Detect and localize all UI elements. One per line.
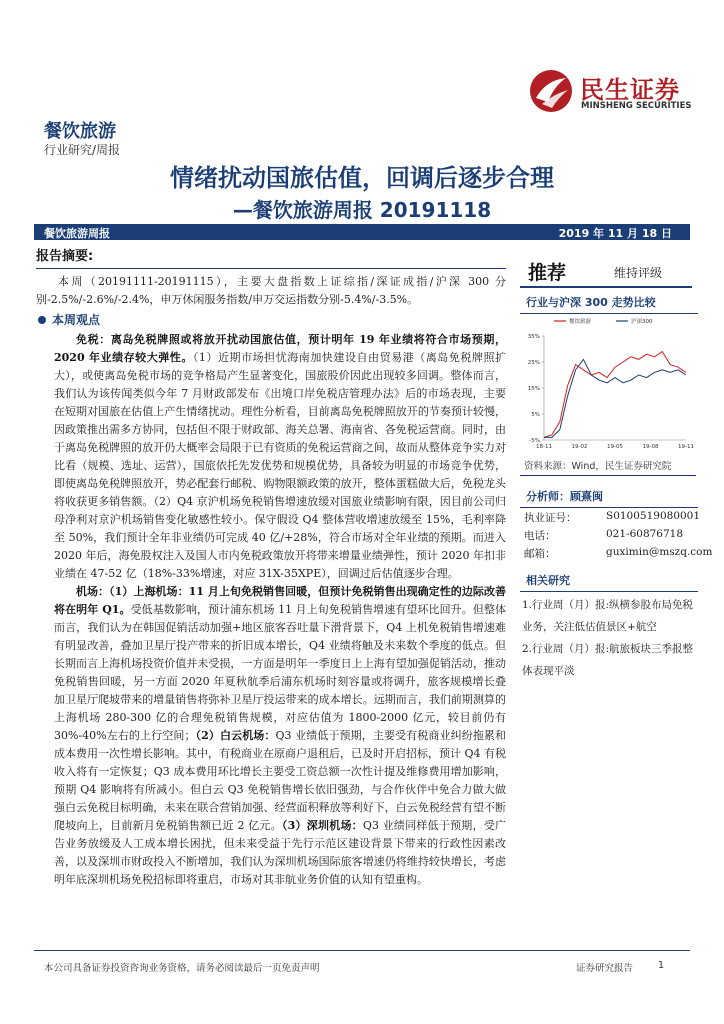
footer-divider — [34, 950, 690, 951]
x-tick-label: 19-05 — [607, 444, 623, 450]
analyst-email-value[interactable]: guximin@mszq.com — [606, 546, 713, 558]
weekly-view-label: 本周观点 — [52, 313, 101, 327]
airport-paragraph — [36, 583, 506, 889]
footer-report-type: 证券研究报告 — [576, 963, 634, 974]
report-category: 餐饮旅游 — [44, 121, 116, 142]
airport-text-1: 受低基数影响，预计浦东机场 11 月上旬免税销售增速有望环比回升。但整体而言，我们认为在韩国促销活动加强+地区旅客吞吐量下滑背景下，Q4 上机免税销售增速难有明显改善，叠加卫星厅投产带来的折旧成本增长，Q4 业绩将触及未来数个季度的低点。但长期而言上海机场投资价值并未受损，一方面是明年一季度日上上海有望加强促销活动，推动免税销售回暖，另一方面 2020 年夏秋航季后浦东机场时刻容量或将调升，旅客规模增长叠加卫星厅爬坡带来的增量销售将弥补卫星厅投运带来的成本增长。远期而言，我们前期测算的上海机场 280-300 亿的合理免税销售规模，对应估值为 1800-2000 亿元，较目前仍有 30%-40%左右的上行空间； — [54, 603, 506, 742]
related-item[interactable]: 2.行业周（月）报:航旅板块三季报整体表现平淡 — [522, 643, 694, 677]
x-tick-label: 19-02 — [571, 444, 588, 450]
y-tick-label: -5% — [529, 438, 540, 444]
rating-note: 维持评级 — [614, 266, 663, 280]
brand-name: 民生证券 — [580, 76, 680, 104]
y-tick-label: 15% — [527, 386, 540, 392]
band-report-name: 餐饮旅游周报 — [44, 227, 110, 240]
minsheng-logo-icon — [528, 68, 574, 114]
airport-text-2: Q3 业绩低于预期，主要受有税商业纠纷拖累和成本费用一次性增长影响。其中，有税商业在原商户退租后，已及时开启招标，预计 Q4 有税收入将有一定恢复；Q3 成本费用环比增长主要受工资总额一次性计提及维修费用增加影响，预期 Q4 影响将有所减小。但白云 Q3 免税销售增长依旧强劲，与合作伙伴中免合力做大做强白云免税目标明确，未来在联合营销加强、经营面积释放等利好下，白云免税经营有望不断爬坡向上，目前新月免税销售额已近 2 亿元。 — [54, 729, 507, 832]
related-list — [522, 594, 694, 682]
analyst-email-label: 邮箱： — [524, 548, 556, 560]
legend-label: 餐饮旅游 — [569, 319, 592, 325]
chart-source: 资料来源：Wind，民生证券研究院 — [520, 458, 696, 476]
report-date: 2019 年 11 月 18 日 — [558, 227, 672, 240]
page-subtitle: —餐饮旅游周报 20191118 — [232, 198, 492, 222]
analyst-phone-value: 021-60876718 — [606, 528, 684, 540]
footer-disclaimer: 本公司具备证券投资咨询业务资格，请务必阅读最后一页免责声明 — [44, 963, 320, 974]
x-tick-label: 18-11 — [536, 444, 552, 450]
legend-label: 沪深300 — [631, 319, 653, 325]
duty-free-text: （1）近期市场担忧海南加快建设自由贸易港（离岛免税牌照扩大），或使离岛免税市场的竞争格局产生显著变化，国旅股价因此出现较多回调。整体而言，我们认为该传闻类似今年 7 月财政部发布《出境口岸免税店管理办法》后的市场表现，主要在短期对国旅在估值上产生情绪扰动。理性分析看，目前离岛免税牌照放开的节奏预计较慢，因政策推出需多方协同，包括但不限于财政部、海关总署、海南省、各免税运营商。同时，由于离岛免税牌照的放开仍大概率会局限于已有资质的免税运营商之间，故而从整体竞争实力对比看（规模、选址、运营），国旅依托先发优势和规模优势，具备较为明显的市场竞争优势，即使离岛免税牌照放开，势必配套行邮税、购物限额政策的放开，整体蛋糕做大后，免税龙头将收获更多销售额。（2）Q4 京沪机场免税销售增速放缓对国旅业绩影响有限，因目前公司归母净利对京沪机场销售变化敏感性较小。保守假设 Q4 整体营收增速放缓至 15%，毛利率降至 50%，我们预计全年非业绩仍可完成 40 亿/+28%，符合市场对全年业绩的预期。而进入 2020 年后，海免股权注入及国人市内免税政策放开将带来增量业绩弹性，预计 2020 年扣非业绩在 47-52 亿（18%-33%增速，对应 31X-35XPE），回调过后估值逐步合理。 — [54, 351, 507, 580]
report-subcategory: 行业研究/周报 — [44, 143, 121, 157]
weekly-view-bullet — [36, 311, 506, 329]
x-tick-label: 19-11 — [678, 444, 694, 450]
bullet-dot-icon — [38, 316, 46, 324]
duty-free-lead: 免税：离岛免税牌照或将放开扰动国旅估值，预计明年 19 年业绩将符合市场预期，2020 年业绩存较大弹性。 — [54, 333, 506, 364]
title-band — [34, 224, 690, 240]
airport-text-3: Q3 业绩同样低于预期，受广告业务放缓及人工成本增长困扰，但未来受益于先行示范区建设背景下带来的行政性因素改善，以及深圳市财政投入不断增加，我们认为深圳机场国际旅客增速仍将维持较快增长，考虑明年底深圳机场免税招标即将重启，市场对其非航业务价值的认知有望重构。 — [54, 819, 506, 886]
chart-heading: 行业与沪深 300 走势比较 — [520, 294, 698, 314]
y-tick-label: 25% — [527, 360, 540, 366]
analyst-phone-label: 电话： — [524, 530, 556, 542]
rating-box — [520, 256, 692, 288]
airport-lead: 机场：（1）上海机场：11 月上旬免税销售回暖，但预计免税销售出现确定性的边际改善将在明年 Q1。 — [54, 585, 506, 616]
analyst-heading: 分析师：顾熹闽 — [520, 488, 698, 508]
analyst-license-value: S0100519080001 — [606, 510, 701, 522]
report-body — [36, 248, 506, 889]
abstract-heading: 报告摘要: — [36, 248, 506, 269]
page-number: 1 — [658, 960, 665, 971]
page-title: 情绪扰动国旅估值，回调后逐步合理 — [170, 164, 554, 192]
market-summary: 本周（20191111-20191115），主要大盘指数上证综指/深证成指/沪深 300 分别-2.5%/-2.6%/-2.4%，申万休闲服务指数/申万交运指数分别-5.4%/-3.5%。 — [36, 275, 506, 306]
x-tick-label: 19-08 — [642, 444, 659, 450]
analyst-license-label: 执业证号： — [524, 512, 577, 524]
duty-free-paragraph — [36, 331, 506, 583]
y-tick-label: 5% — [531, 412, 540, 418]
rating-label: 推荐 — [528, 262, 567, 284]
y-tick-label: 35% — [527, 334, 540, 340]
brand-logo — [528, 66, 698, 122]
related-item[interactable]: 1.行业周（月）报:纵横参股布局免税业务，关注低估值景区+航空 — [522, 599, 694, 633]
brand-name-en: MINSHENG SECURITIES — [581, 101, 692, 111]
series-line-industry — [544, 352, 686, 438]
airport-lead-3: （3）深圳机场： — [281, 819, 363, 832]
airport-lead-2: （2）白云机场： — [195, 729, 276, 742]
related-heading: 相关研究 — [520, 572, 698, 592]
trend-chart — [520, 314, 692, 454]
